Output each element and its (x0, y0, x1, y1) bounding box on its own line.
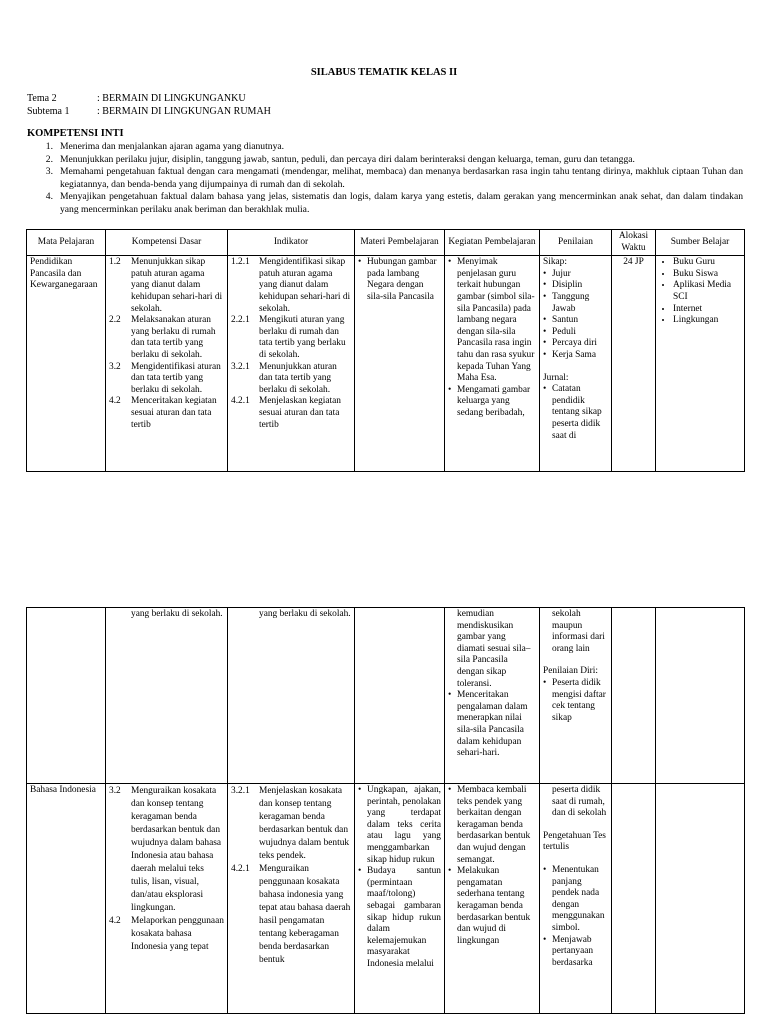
kegiatan-text: Mengamati gambar keluarga yang sedang beribadah, (457, 384, 531, 418)
penilaian-text: peserta didik saat di rumah, dan di sekolah (552, 785, 607, 819)
indikator-item (231, 362, 351, 397)
indikator-item (231, 785, 351, 863)
table-row (27, 256, 745, 472)
cell-materi (355, 256, 445, 472)
list-text: Disiplin (552, 280, 583, 291)
meta-row-subtema (27, 105, 271, 118)
kd-item (109, 315, 224, 361)
penilaian-text: sekolah maupun informasi dari orang lain (552, 609, 605, 654)
materi-item (358, 866, 441, 970)
meta-label: Subtema 1 (27, 106, 70, 117)
indikator-number: 3.2.1 (231, 786, 250, 796)
bullet-icon: • (448, 690, 452, 701)
page-title: SILABUS TEMATIK KELAS II (310, 67, 458, 78)
cell-kd (106, 784, 228, 1014)
list-number: 2. (45, 153, 53, 165)
list-item (543, 384, 608, 442)
penilaian-diri-label: Penilaian Diri: (543, 666, 598, 677)
cell-alokasi (612, 608, 656, 784)
list-item (27, 141, 743, 154)
kegiatan-text: Membaca kembali teks pendek yang berkaitan dengan keragaman benda berdasarkan bentuk dan wujud dengan semangat. (457, 785, 531, 865)
meta-row-tema (27, 92, 271, 105)
list-item (543, 865, 608, 935)
kd-item (109, 396, 224, 431)
list-text: Menunjukkan perilaku jujur, disiplin, tanggung jawab, santun, peduli, dan percaya diri dalam berinteraksi dengan keluarga, teman, guru dan tetangga. (60, 153, 635, 165)
indikator-text: Menjelaskan kosakata dan konsep tentang keragaman benda berdasarkan bentuk dan wujudnya dalam bentuk teks pendek. (259, 786, 350, 861)
bullet-icon: • (543, 864, 547, 875)
bullet-icon: • (358, 866, 362, 877)
meta-label: Tema 2 (27, 93, 57, 104)
list-text: Kerja Sama (552, 349, 596, 360)
list-item (543, 678, 608, 724)
cell-sumber (656, 784, 745, 1014)
list-item: • Aplikasi Media SCI (673, 280, 741, 303)
bullet-icon: • (448, 785, 452, 795)
bullet-icon: • (448, 866, 452, 877)
header-sumber: Sumber Belajar (656, 230, 745, 256)
list-item (27, 154, 743, 167)
list-text: Menjawab pertanyaan berdasarka (552, 934, 594, 968)
bullet-icon: • (448, 384, 452, 395)
list-text: Peduli (552, 326, 576, 337)
syllabus-table-page1 (26, 229, 745, 472)
list-item (543, 315, 608, 327)
indikator-number: 4.2.1 (231, 864, 250, 874)
kegiatan-text: Menceritakan pengalaman dalam menerapkan nilai sila-sila Pancasila dalam kehidupan sehari-hari. (457, 690, 528, 759)
kd-text: Menceritakan kegiatan sesuai aturan dan tata tertib (131, 396, 217, 430)
bullet-icon: • (543, 384, 547, 395)
cell-indikator (228, 608, 355, 784)
kd-text: Menguraikan kosakata dan konsep tentang keragaman benda berdasarkan bentuk dan wujudnya dalam bahasa Indonesia atau bahasa daerah melalui teks tulis, lisan, visual, dan/atau eksplorasi lingkungan. (131, 786, 222, 913)
list-item (27, 166, 743, 191)
cell-sumber (656, 608, 745, 784)
indikator-text: Menjelaskan kegiatan sesuai aturan dan tata tertib (259, 396, 341, 430)
bullet-icon: • (543, 291, 547, 302)
cell-penilaian (540, 608, 612, 784)
cell-kegiatan (445, 784, 540, 1014)
cell-penilaian (540, 256, 612, 472)
cell-kd (106, 608, 228, 784)
table-header-row (27, 230, 745, 256)
penilaian-sikap-label: Sikap: (543, 257, 567, 268)
kegiatan-item (448, 257, 536, 385)
kd-item (109, 257, 224, 315)
indikator-number: 1.2.1 (231, 257, 250, 268)
cell-materi (355, 608, 445, 784)
kd-number: 3.2 (109, 786, 121, 796)
kd-text: Mengidentifikasi aturan dan tata tertib yang berlaku di sekolah. (131, 361, 221, 395)
cell-materi (355, 784, 445, 1014)
kegiatan-text: Melakukan pengamatan sederhana tentang keragaman benda berdasarkan bentuk dan wujud di lingkungan (457, 866, 531, 946)
materi-item (358, 257, 441, 303)
list-item: • Buku Guru (673, 257, 741, 269)
theme-info (27, 92, 271, 118)
cell-alokasi (612, 784, 656, 1014)
kd-text: Melaksanakan aturan yang berlaku di rumah dan tata tertib yang berlaku di sekolah. (131, 315, 216, 360)
list-item (543, 350, 608, 362)
list-text: Menentukan panjang pendek nada dengan menggunakan simbol. (552, 864, 605, 933)
penilaian-jurnal-label: Jurnal: (543, 372, 569, 383)
bullet-icon: • (543, 280, 547, 291)
kd-text: Melaporkan penggunaan kosakata bahasa Indonesia yang tepat (131, 916, 224, 952)
bullet-icon: • (543, 268, 547, 279)
cell-mapel: Pendidikan Pancasila dan Kewarganegaraan (27, 256, 106, 472)
indikator-text: yang berlaku di sekolah. (259, 609, 351, 619)
indikator-number: 4.2.1 (231, 396, 250, 407)
list-text: Catatan pendidik tentang sikap peserta didik saat di (552, 384, 602, 441)
header-mapel: Mata Pelajaran (27, 230, 106, 256)
table-row (27, 608, 745, 784)
list-item: • Buku Siswa (673, 269, 741, 281)
header-materi: Materi Pembelajaran (355, 230, 445, 256)
list-item: • Lingkungan (673, 315, 741, 327)
ki-heading: KOMPETENSI INTI (27, 128, 124, 139)
kd-item (109, 785, 224, 915)
bullet-icon: • (543, 315, 547, 326)
list-text: Jujur (552, 268, 571, 279)
list-item (543, 338, 608, 350)
kd-item (109, 362, 224, 397)
header-kegiatan: Kegiatan Pembelajaran (445, 230, 540, 256)
list-text: Percaya diri (552, 338, 598, 349)
indikator-item (231, 257, 351, 315)
cell-sumber (656, 256, 745, 472)
list-item (543, 935, 608, 970)
header-alokasi: Alokasi Waktu (612, 230, 656, 256)
kegiatan-text: Menyimak penjelasan guru terkait hubungan gambar (simbol sila-sila Pancasila) pada lambang negara dengan sila-sila Pancasila rasa ingin tahu dan rasa syukur kepada Tuhan Yang Maha Esa. (457, 257, 535, 384)
kd-text: Menunjukkan sikap patuh aturan agama yang dianut dalam kehidupan sehari-hari di sekolah. (131, 257, 223, 314)
sumber-list (659, 257, 741, 327)
meta-value: : BERMAIN DI LINGKUNGAN RUMAH (97, 106, 271, 117)
list-item (543, 292, 608, 315)
materi-item (358, 785, 441, 866)
cell-kegiatan (445, 256, 540, 472)
kegiatan-text: kemudian mendiskusikan gambar yang diamati sesuai sila–sila Pancasila dengan sikap toleransi. (457, 609, 531, 689)
list-number: 4. (45, 191, 53, 203)
ki-list (27, 141, 743, 217)
header-kd: Kompetensi Dasar (106, 230, 228, 256)
penilaian-tes-label: Pengetahuan Tes tertulis (543, 830, 606, 853)
list-text: Santun (552, 315, 579, 326)
cell-kd (106, 256, 228, 472)
indikator-text: Menunjukkan aturan dan tata tertib yang berlaku di sekolah. (259, 361, 337, 395)
list-text: Tanggung Jawab (552, 291, 590, 314)
bullet-icon: • (358, 785, 362, 795)
bullet-icon: • (543, 677, 547, 688)
bullet-icon: • (543, 326, 547, 337)
bullet-icon: • (543, 338, 547, 349)
materi-text: Ungkapan, ajakan, perintah, penolakan yang terdapat dalam teks cerita atau lagu yang menggambarkan sikap hidup rukun (367, 785, 441, 865)
list-text: Menerima dan menjalankan ajaran agama yang dianutnya. (60, 141, 285, 152)
kd-number: 4.2 (109, 396, 121, 407)
indikator-item (231, 863, 351, 967)
list-text: Peserta didik mengisi daftar cek tentang sikap (552, 677, 606, 723)
cell-mapel: Bahasa Indonesia (27, 784, 106, 1014)
bullet-icon: • (543, 934, 547, 945)
kd-number: 1.2 (109, 257, 121, 268)
header-penilaian: Penilaian (540, 230, 612, 256)
list-item (543, 327, 608, 339)
list-item: • Internet (673, 304, 741, 316)
materi-text: Hubungan gambar pada lambang Negara dengan sila-sila Pancasila (367, 257, 437, 302)
kegiatan-item (448, 866, 536, 947)
bullet-icon: • (543, 349, 547, 360)
indikator-item (231, 396, 351, 431)
indikator-text: Mengidentifikasi sikap patuh aturan agama yang dianut dalam kehidupan sehari-hari di sekolah. (259, 257, 351, 314)
meta-value: : BERMAIN DI LINGKUNGANKU (97, 93, 246, 104)
table-row (27, 784, 745, 1014)
list-item (543, 280, 608, 292)
header-indikator: Indikator (228, 230, 355, 256)
kegiatan-item (448, 785, 536, 866)
kegiatan-item (448, 385, 536, 420)
bullet-icon: • (448, 257, 452, 268)
kd-number: 2.2 (109, 315, 121, 326)
cell-alokasi: 24 JP (612, 256, 656, 472)
list-text: Memahami pengetahuan faktual dengan cara mengamati (mendengar, melihat, membaca) dan menanya berdasarkan rasa ingin tahu tentang dirinya, makhluk ciptaan Tuhan dan kegiatannya, dan benda-benda yang dijumpainya di rumah dan di sekolah. (60, 166, 743, 190)
kd-number: 4.2 (109, 916, 121, 926)
kegiatan-item (448, 690, 536, 760)
list-number: 3. (45, 166, 53, 178)
indikator-number: 2.2.1 (231, 315, 250, 326)
list-item (27, 191, 743, 216)
syllabus-table-page2 (26, 607, 745, 1014)
indikator-item (231, 315, 351, 361)
cell-indikator (228, 256, 355, 472)
kd-item (109, 915, 224, 954)
list-text: Menyajikan pengetahuan faktual dalam bahasa yang jelas, sistematis dan logis, dalam karya yang estetis, dalam gerakan yang mencerminkan anak sehat, dan dalam tindakan yang mencerminkan perilaku anak beriman dan berakhlak mulia. (60, 191, 743, 215)
indikator-text: Mengikuti aturan yang berlaku di rumah dan tata tertib yang berlaku di sekolah. (259, 315, 346, 360)
cell-penilaian (540, 784, 612, 1014)
materi-text: Budaya santun (permintaan maaf/tolong) sebagai gambaran sikap hidup rukun dalam kelemajemukan masyarakat Indonesia melalui (367, 866, 441, 969)
cell-mapel (27, 608, 106, 784)
kd-number: 3.2 (109, 361, 121, 372)
indikator-text: Menguraikan penggunaan kosakata bahasa indonesia yang tepat atau bahasa daerah hasil pengamatan tentang keberagaman benda berdasarkan bentuk (259, 864, 351, 965)
kd-text: yang berlaku di sekolah. (131, 609, 223, 619)
cell-indikator (228, 784, 355, 1014)
list-number: 1. (45, 141, 53, 152)
list-item (543, 269, 608, 281)
bullet-icon: • (358, 257, 362, 268)
cell-kegiatan (445, 608, 540, 784)
indikator-number: 3.2.1 (231, 361, 250, 372)
